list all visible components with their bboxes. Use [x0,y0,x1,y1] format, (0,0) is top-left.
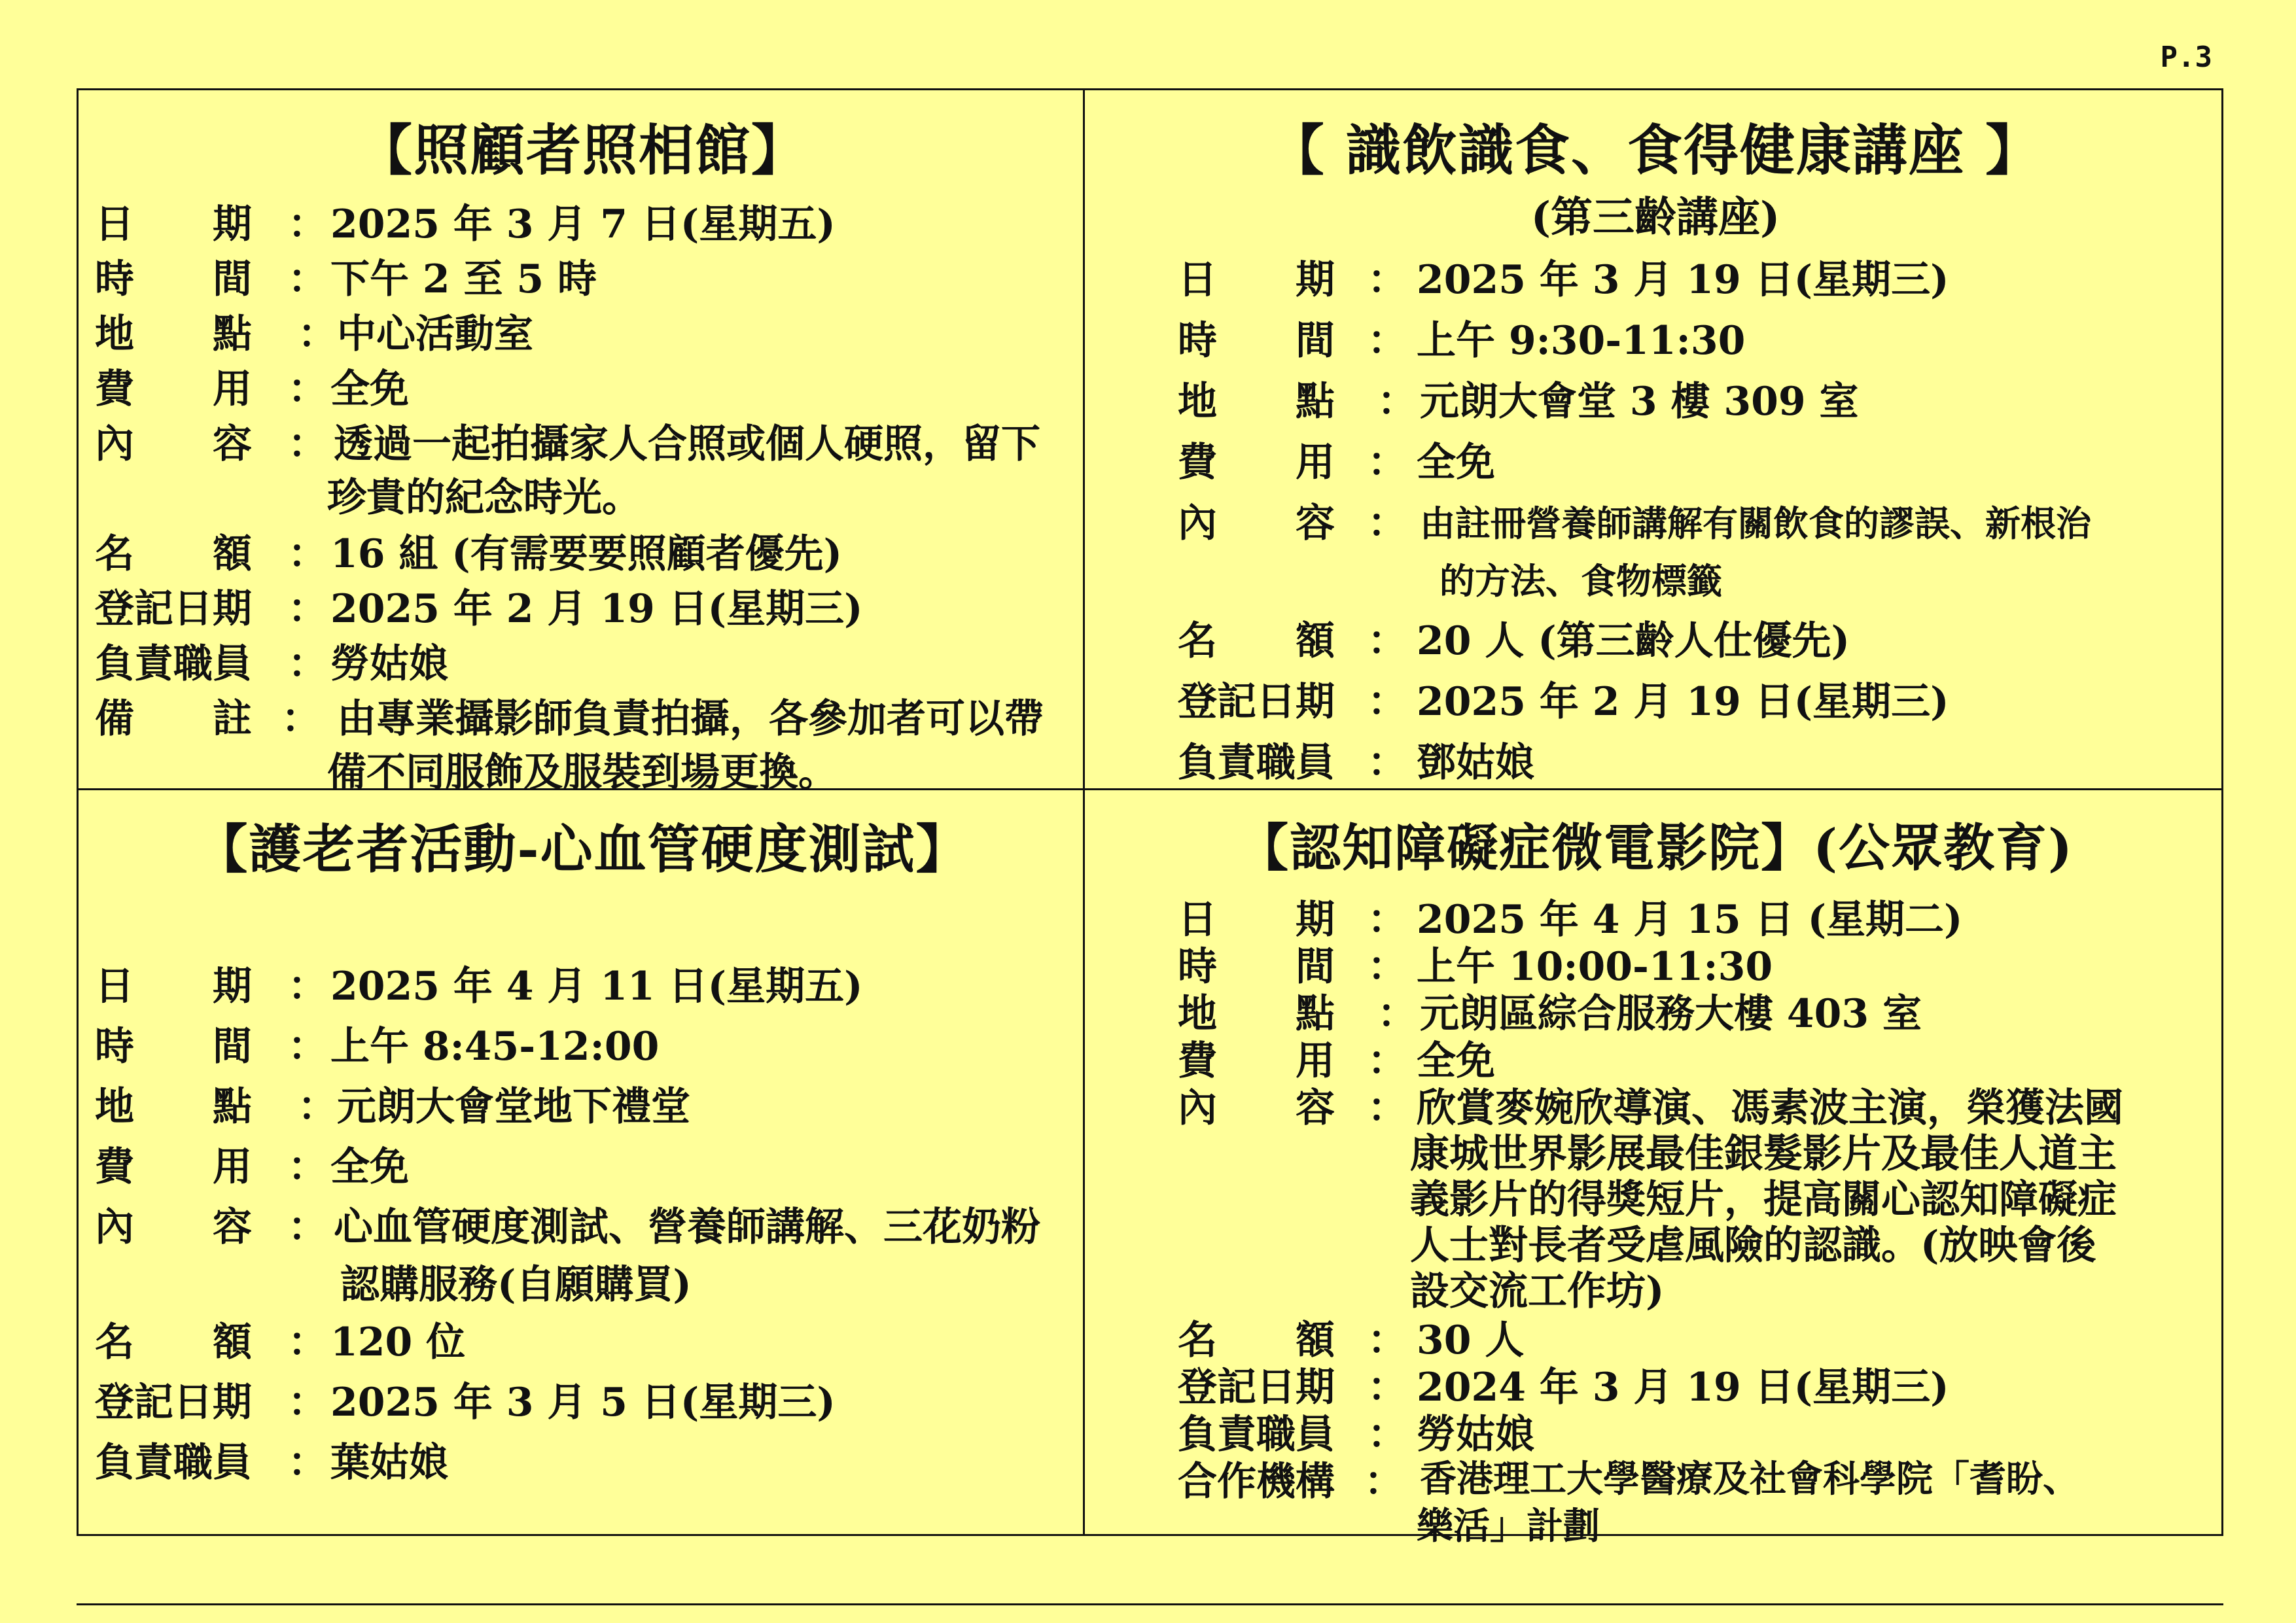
value-quota: 20 人 (第三齡人仕優先) [1417,618,1850,664]
label-content: 內 容 [95,1204,252,1250]
label-time: 時 間 [1178,944,1335,990]
label-registration: 登記日期 [1178,679,1335,725]
label-content: 內 容 [1178,1085,1335,1131]
value-content-line3: 義影片的得獎短片，提高關心認知障礙症 [1410,1177,2117,1223]
value-content-line1: 透過一起拍攝家人合照或個人硬照，留下 [334,421,1040,467]
value-date: 2025 年 4 月 11 日(星期五) [330,964,863,1009]
value-date: 2025 年 3 月 7 日(星期五) [330,201,836,247]
value-remarks-line2: 備不同服飾及服裝到場更換。 [327,750,838,795]
label-date: 日 期 [95,201,252,247]
value-date: 2025 年 4 月 15 日 (星期二) [1417,897,1963,943]
label-registration: 登記日期 [1178,1365,1335,1410]
footer-rule [77,1603,2223,1605]
label-time: 時 間 [95,256,252,302]
value-venue: 元朗大會堂地下禮堂 [337,1084,690,1130]
value-content-line2: 認購服務(自願購買) [340,1262,692,1308]
event-title: 【護老者活動-心血管硬度測試】 [195,818,970,880]
event-card-caregiver-photo [92,118,1073,184]
value-content-line4: 人士對長者受虐風險的認識。(放映會後 [1410,1223,2096,1268]
value-staff: 葉姑娘 [330,1440,448,1486]
value-staff: 勞姑娘 [330,641,448,687]
value-venue: 元朗區綜合服務大樓 403 室 [1420,991,1922,1037]
vertical-divider [1083,88,1085,1536]
event-subtitle: (第三齡講座) [1530,192,1780,242]
value-time: 下午 2 至 5 時 [330,256,597,302]
label-staff: 負責職員 [1178,1412,1335,1457]
value-venue: 中心活動室 [337,311,533,357]
label-time: 時 間 [95,1024,252,1070]
value-content-line1: 心血管硬度測試、營養師講解、三花奶粉 [334,1204,1040,1250]
label-fee: 費 用 [95,366,252,412]
value-time: 上午 8:45-12:00 [330,1024,660,1070]
label-quota: 名 額 [1178,618,1335,664]
label-venue: 地 點 [1178,991,1335,1037]
value-venue: 元朗大會堂 3 樓 309 室 [1420,379,1859,425]
label-time: 時 間 [1178,318,1335,364]
label-quota: 名 額 [95,1319,252,1365]
value-date: 2025 年 3 月 19 日(星期三) [1417,257,1949,303]
label-staff: 負責職員 [95,641,252,687]
event-card-dementia-film [1093,818,2218,879]
event-card-cardiovascular-test [92,818,1073,881]
label-registration: 登記日期 [95,1380,252,1425]
value-registration: 2025 年 2 月 19 日(星期三) [330,586,863,632]
value-content-line2: 珍貴的紀念時光。 [327,475,641,521]
value-remarks-line1: 由專業攝影師負責拍攝，各參加者可以帶 [337,696,1044,742]
value-staff: 鄧姑娘 [1417,740,1534,786]
value-staff: 勞姑娘 [1417,1412,1534,1457]
value-content-line1: 欣賞麥婉欣導演、馮素波主演，榮獲法國 [1417,1085,2123,1131]
label-venue: 地 點 [1178,379,1335,425]
value-quota: 16 組 (有需要要照顧者優先) [330,531,843,577]
value-quota: 30 人 [1417,1318,1525,1363]
value-partner-line1: 香港理工大學醫療及社會科學院「耆盼、 [1420,1457,2079,1501]
label-date: 日 期 [1178,897,1335,943]
value-registration: 2024 年 3 月 19 日(星期三) [1417,1365,1949,1410]
value-quota: 120 位 [330,1319,466,1365]
value-fee: 全免 [1417,1038,1495,1084]
label-staff: 負責職員 [95,1440,252,1486]
value-fee: 全免 [1417,440,1495,485]
value-fee: 全免 [330,366,409,412]
label-partner: 合作機構 [1178,1459,1335,1505]
value-content-line5: 設交流工作坊) [1410,1268,1665,1314]
page-number: P.3 [2160,41,2212,74]
label-date: 日 期 [95,964,252,1009]
value-registration: 2025 年 3 月 5 日(星期三) [330,1380,836,1425]
value-time: 上午 10:00-11:30 [1417,944,1773,990]
label-venue: 地 點 [95,1084,252,1130]
label-fee: 費 用 [1178,1038,1335,1084]
event-title: 【 識飲識食、食得健康講座 】 [1269,118,2042,183]
label-remarks: 備 註 [95,696,252,742]
value-fee: 全免 [330,1144,409,1190]
event-card-nutrition-talk [1093,118,2218,244]
value-content-line2: 的方法、食物標籤 [1439,560,1722,602]
value-registration: 2025 年 2 月 19 日(星期三) [1417,679,1949,725]
event-title: 【照顧者照相館】 [357,118,807,183]
value-content-line2: 康城世界影展最佳銀髮影片及最佳人道主 [1410,1131,2117,1177]
label-content: 內 容 [95,421,252,467]
value-partner-line2: 樂活」計劃 [1417,1505,1600,1548]
label-quota: 名 額 [95,531,252,577]
label-date: 日 期 [1178,257,1335,303]
value-time: 上午 9:30-11:30 [1417,318,1746,364]
event-title: 【認知障礙症微電影院】(公眾教育) [1237,818,2074,878]
label-venue: 地 點 [95,311,252,357]
label-content: 內 容 [1178,500,1335,546]
label-quota: 名 額 [1178,1318,1335,1363]
label-fee: 費 用 [95,1144,252,1190]
value-content-line1: 由註冊營養師講解有關飲食的謬誤、新根治 [1420,502,2091,544]
label-staff: 負責職員 [1178,740,1335,786]
label-registration: 登記日期 [95,586,252,632]
label-fee: 費 用 [1178,440,1335,485]
